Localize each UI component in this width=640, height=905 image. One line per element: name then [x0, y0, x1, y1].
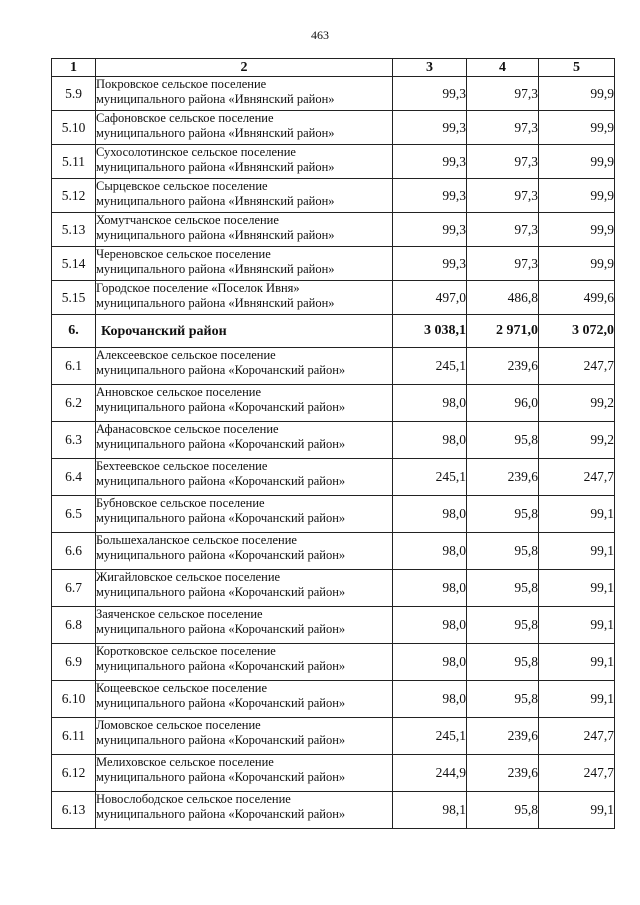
table-row [52, 281, 615, 315]
row-name [96, 145, 393, 179]
row-value-col4: 95,8 [467, 792, 539, 829]
row-name [96, 385, 393, 422]
row-number: 6.7 [52, 570, 96, 607]
row-number: 6.13 [52, 792, 96, 829]
row-name-line1: Афанасовское сельское поселение [96, 422, 279, 436]
row-name-line2: муниципального района «Корочанский район» [96, 548, 346, 562]
row-value-col3: 98,0 [393, 570, 467, 607]
row-name-line1: Бехтеевское сельское поселение [96, 459, 268, 473]
header-col-2: 2 [96, 59, 393, 77]
row-name [96, 247, 393, 281]
row-name-line1: Покровское сельское поселение [96, 77, 267, 91]
table-row [52, 496, 615, 533]
row-value-col4: 486,8 [467, 281, 539, 315]
row-number: 5.14 [52, 247, 96, 281]
row-name-line2: муниципального района «Ивнянский район» [96, 92, 335, 106]
row-name-line2: муниципального района «Ивнянский район» [96, 228, 335, 242]
row-value-col4: 239,6 [467, 459, 539, 496]
row-value-col3: 244,9 [393, 755, 467, 792]
row-value-col3: 245,1 [393, 348, 467, 385]
row-value-col5: 247,7 [539, 718, 615, 755]
row-value-col5: 99,1 [539, 496, 615, 533]
table-row [52, 607, 615, 644]
row-value-col4: 239,6 [467, 348, 539, 385]
table-row [52, 77, 615, 111]
data-table [51, 58, 615, 829]
row-name [96, 422, 393, 459]
row-value-col3: 98,0 [393, 385, 467, 422]
row-name-line2: муниципального района «Корочанский район» [96, 474, 346, 488]
row-name-line2: муниципального района «Корочанский район» [96, 696, 346, 710]
header-row [52, 59, 615, 77]
row-number: 6.1 [52, 348, 96, 385]
row-number: 6.4 [52, 459, 96, 496]
row-value-col5: 99,9 [539, 247, 615, 281]
row-value-col4: 97,3 [467, 247, 539, 281]
row-value-col5: 247,7 [539, 348, 615, 385]
row-name [96, 718, 393, 755]
total-value-col4: 2 971,0 [467, 315, 539, 348]
row-name-line1: Новослободское сельское поселение [96, 792, 291, 806]
row-value-col4: 95,8 [467, 570, 539, 607]
row-name-line2: муниципального района «Корочанский район» [96, 622, 346, 636]
table-row [52, 459, 615, 496]
total-number: 6. [52, 315, 96, 348]
row-value-col3: 99,3 [393, 213, 467, 247]
row-number: 6.3 [52, 422, 96, 459]
row-value-col4: 95,8 [467, 533, 539, 570]
table-row [52, 533, 615, 570]
table-row [52, 111, 615, 145]
row-value-col4: 239,6 [467, 755, 539, 792]
row-name-line1: Сухосолотинское сельское поселение [96, 145, 296, 159]
row-value-col3: 99,3 [393, 111, 467, 145]
row-name [96, 213, 393, 247]
row-value-col5: 99,1 [539, 644, 615, 681]
row-number: 6.8 [52, 607, 96, 644]
row-name [96, 459, 393, 496]
row-name-line2: муниципального района «Корочанский район» [96, 437, 346, 451]
row-value-col5: 247,7 [539, 459, 615, 496]
row-name-line2: муниципального района «Корочанский район» [96, 511, 346, 525]
row-name-line2: муниципального района «Корочанский район» [96, 770, 346, 784]
row-value-col3: 99,3 [393, 247, 467, 281]
row-name [96, 348, 393, 385]
row-value-col5: 99,1 [539, 792, 615, 829]
row-value-col3: 245,1 [393, 459, 467, 496]
row-name-line1: Хомутчанское сельское поселение [96, 213, 279, 227]
row-value-col5: 99,1 [539, 533, 615, 570]
row-value-col3: 98,1 [393, 792, 467, 829]
row-number: 5.9 [52, 77, 96, 111]
row-value-col5: 247,7 [539, 755, 615, 792]
table-row [52, 718, 615, 755]
row-name-line1: Сафоновское сельское поселение [96, 111, 274, 125]
page-number: 463 [311, 28, 329, 42]
row-value-col4: 97,3 [467, 213, 539, 247]
table-row [52, 644, 615, 681]
row-value-col4: 97,3 [467, 77, 539, 111]
row-name-line1: Анновское сельское поселение [96, 385, 262, 399]
row-value-col4: 95,8 [467, 607, 539, 644]
row-name [96, 755, 393, 792]
row-value-col4: 95,8 [467, 496, 539, 533]
row-name [96, 644, 393, 681]
row-name-line2: муниципального района «Корочанский район» [96, 807, 346, 821]
row-number: 5.13 [52, 213, 96, 247]
row-name-line2: муниципального района «Ивнянский район» [96, 160, 335, 174]
row-value-col3: 98,0 [393, 644, 467, 681]
row-value-col5: 99,1 [539, 681, 615, 718]
row-value-col5: 99,9 [539, 111, 615, 145]
row-number: 5.15 [52, 281, 96, 315]
table-row [52, 681, 615, 718]
total-row [52, 315, 615, 348]
row-name [96, 681, 393, 718]
table-row [52, 422, 615, 459]
table-row [52, 247, 615, 281]
table-row [52, 213, 615, 247]
row-name [96, 607, 393, 644]
row-value-col3: 497,0 [393, 281, 467, 315]
row-value-col5: 99,9 [539, 213, 615, 247]
row-value-col5: 99,2 [539, 422, 615, 459]
row-name-line2: муниципального района «Ивнянский район» [96, 194, 335, 208]
row-name-line2: муниципального района «Корочанский район» [96, 363, 346, 377]
row-number: 6.11 [52, 718, 96, 755]
row-name-line2: муниципального района «Корочанский район» [96, 733, 346, 747]
row-value-col3: 98,0 [393, 681, 467, 718]
row-value-col5: 99,9 [539, 145, 615, 179]
total-name: Корочанский район [96, 315, 393, 348]
header-col-5: 5 [539, 59, 615, 77]
row-name-line2: муниципального района «Корочанский район» [96, 585, 346, 599]
row-value-col4: 95,8 [467, 422, 539, 459]
row-number: 5.12 [52, 179, 96, 213]
row-name-line1: Коротковское сельское поселение [96, 644, 276, 658]
total-value-col5: 3 072,0 [539, 315, 615, 348]
row-value-col3: 98,0 [393, 533, 467, 570]
row-value-col3: 98,0 [393, 607, 467, 644]
table-row [52, 179, 615, 213]
row-number: 6.10 [52, 681, 96, 718]
row-name-line2: муниципального района «Ивнянский район» [96, 262, 335, 276]
row-value-col4: 97,3 [467, 145, 539, 179]
row-value-col5: 499,6 [539, 281, 615, 315]
row-name-line1: Ломовское сельское поселение [96, 718, 261, 732]
row-name [96, 496, 393, 533]
row-name-line2: муниципального района «Корочанский район» [96, 659, 346, 673]
total-value-col3: 3 038,1 [393, 315, 467, 348]
row-name-line1: Кощеевское сельское поселение [96, 681, 268, 695]
row-value-col4: 97,3 [467, 111, 539, 145]
row-number: 6.9 [52, 644, 96, 681]
row-name-line1: Алексеевское сельское поселение [96, 348, 276, 362]
row-name-line1: Заяченское сельское поселение [96, 607, 263, 621]
row-value-col5: 99,9 [539, 179, 615, 213]
row-number: 6.5 [52, 496, 96, 533]
row-value-col5: 99,1 [539, 607, 615, 644]
row-name-line1: Жигайловское сельское поселение [96, 570, 281, 584]
row-name [96, 77, 393, 111]
row-value-col3: 99,3 [393, 145, 467, 179]
row-value-col5: 99,2 [539, 385, 615, 422]
row-name-line1: Городское поселение «Поселок Ивня» [96, 281, 300, 295]
row-value-col5: 99,1 [539, 570, 615, 607]
row-value-col3: 98,0 [393, 422, 467, 459]
row-number: 5.10 [52, 111, 96, 145]
row-name-line2: муниципального района «Корочанский район» [96, 400, 346, 414]
row-name [96, 570, 393, 607]
table-row [52, 792, 615, 829]
table-row [52, 570, 615, 607]
row-name [96, 533, 393, 570]
row-name-line1: Бубновское сельское поселение [96, 496, 265, 510]
header-col-3: 3 [393, 59, 467, 77]
row-value-col3: 98,0 [393, 496, 467, 533]
row-value-col5: 99,9 [539, 77, 615, 111]
row-name-line1: Большехаланское сельское поселение [96, 533, 297, 547]
table-row [52, 348, 615, 385]
row-name [96, 792, 393, 829]
table-row [52, 385, 615, 422]
row-value-col4: 239,6 [467, 718, 539, 755]
row-name-line1: Сырцевское сельское поселение [96, 179, 268, 193]
header-col-4: 4 [467, 59, 539, 77]
row-name [96, 111, 393, 145]
row-value-col4: 96,0 [467, 385, 539, 422]
row-name [96, 281, 393, 315]
table-row [52, 755, 615, 792]
row-value-col4: 95,8 [467, 681, 539, 718]
header-col-1: 1 [52, 59, 96, 77]
row-value-col3: 99,3 [393, 77, 467, 111]
row-value-col3: 245,1 [393, 718, 467, 755]
row-number: 5.11 [52, 145, 96, 179]
row-value-col3: 99,3 [393, 179, 467, 213]
row-name [96, 179, 393, 213]
table-row [52, 145, 615, 179]
row-number: 6.2 [52, 385, 96, 422]
row-value-col4: 97,3 [467, 179, 539, 213]
row-name-line2: муниципального района «Ивнянский район» [96, 296, 335, 310]
row-name-line1: Череновское сельское поселение [96, 247, 271, 261]
row-number: 6.6 [52, 533, 96, 570]
row-name-line1: Мелиховское сельское поселение [96, 755, 274, 769]
row-number: 6.12 [52, 755, 96, 792]
row-value-col4: 95,8 [467, 644, 539, 681]
row-name-line2: муниципального района «Ивнянский район» [96, 126, 335, 140]
